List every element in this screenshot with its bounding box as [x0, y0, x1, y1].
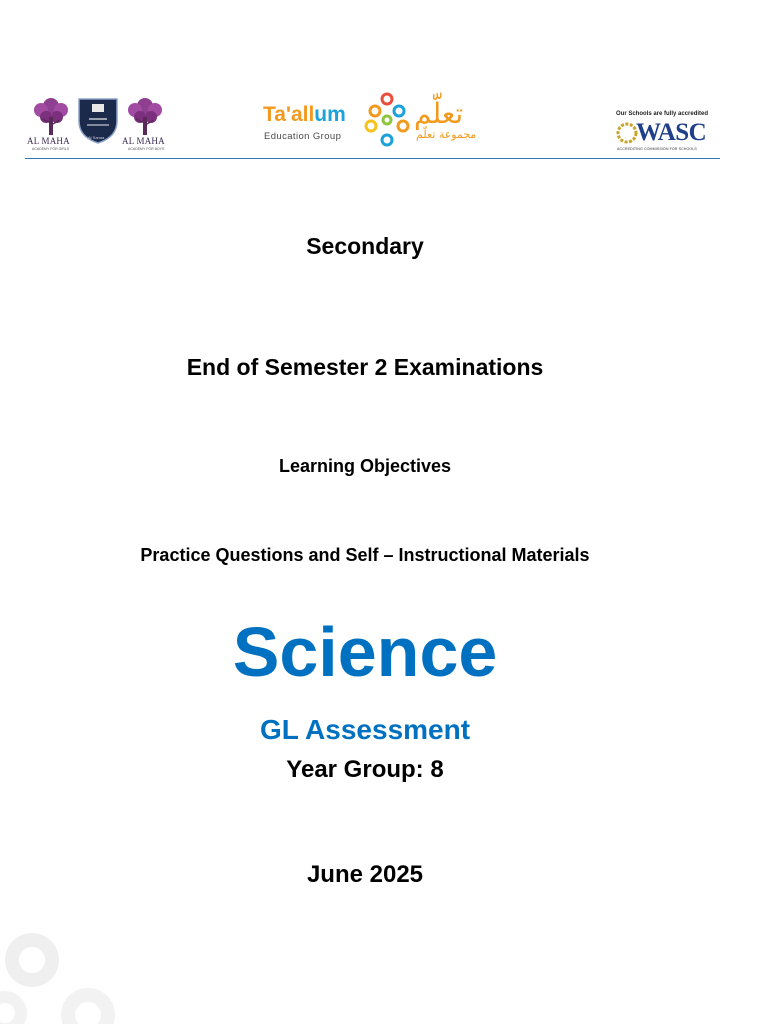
materials-heading: Practice Questions and Self – Instructional Materials [140, 545, 590, 565]
watermark-rings-icon [0, 925, 140, 1024]
taallum-subtitle: Education Group [264, 131, 342, 142]
header-divider [25, 158, 720, 159]
objectives-heading: Learning Objectives [278, 456, 452, 476]
al-maha-tree-logo [28, 95, 74, 137]
al-maha-boys-sub: ACADEMY FOR BOYS [128, 147, 165, 151]
taallum-rings-icon [363, 92, 411, 148]
al-maha-boys-name: AL MAHA [122, 136, 165, 146]
wasc-commission-text: ACCREDITING COMMISSION FOR SCHOOLS [617, 147, 697, 151]
al-maha-girls-sub: ACADEMY FOR GIRLS [32, 147, 70, 151]
assessment-title: GL Assessment [259, 714, 471, 745]
taallum-arabic-name: تعلّم [414, 97, 464, 130]
al-maha-girls-name: AL MAHA [27, 136, 70, 146]
exam-date: June 2025 [306, 861, 424, 888]
wasc-wordmark: WASC [636, 119, 707, 146]
al-sanaa-sub: Al Sanaa [88, 135, 105, 140]
level-heading: Secondary [306, 233, 424, 259]
wasc-accredited-note: Our Schools are fully accredited [616, 111, 709, 117]
subject-title: Science [232, 613, 498, 691]
exam-heading: End of Semester 2 Examinations [186, 354, 544, 380]
taallum-arabic-subtitle: مجموعة تعلّم [416, 128, 477, 141]
wasc-laurel-icon [616, 121, 638, 145]
al-maha-boys-tree-logo [122, 95, 168, 137]
page-header [0, 0, 768, 165]
taallum-wordmark: Ta'allum [263, 103, 346, 126]
year-group-label: Year Group: 8 [286, 756, 444, 783]
